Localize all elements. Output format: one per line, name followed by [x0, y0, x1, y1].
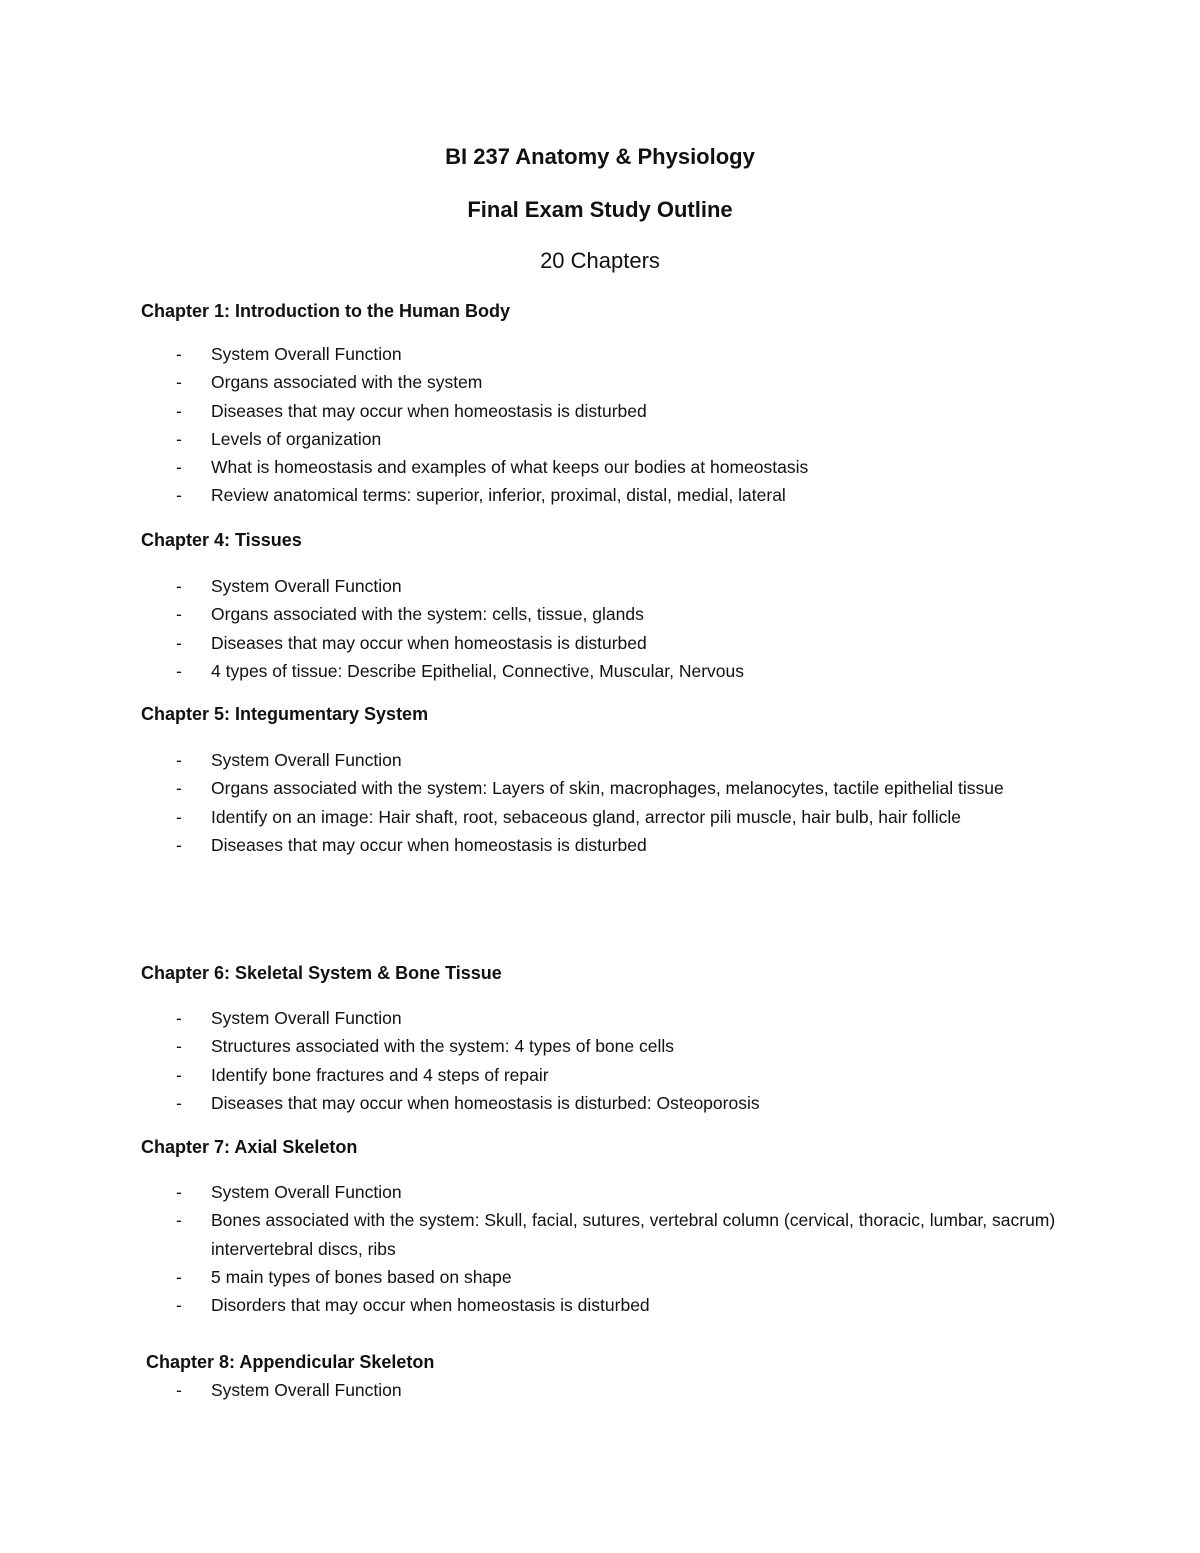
list-item — [141, 1291, 1061, 1319]
list-item-text: Organs associated with the system: cells, tissue, glands — [211, 604, 644, 625]
list-item-text: Diseases that may occur when homeostasis is disturbed — [211, 632, 647, 653]
section-heading: Chapter 7: Axial Skeleton — [141, 1137, 358, 1157]
section-chapter-8 — [146, 1350, 1066, 1404]
bullet-dash: - — [176, 1380, 182, 1400]
bullet-dash: - — [176, 372, 182, 393]
bullet-dash: - — [176, 778, 182, 799]
bullet-dash: - — [176, 834, 182, 855]
bullet-dash: - — [176, 344, 182, 364]
list-item — [141, 368, 1061, 396]
list-item — [141, 572, 1061, 600]
list-item-text: Diseases that may occur when homeostasis is disturbed — [211, 834, 647, 855]
section-heading: Chapter 8: Appendicular Skeleton — [146, 1352, 435, 1372]
list-item — [141, 600, 1061, 628]
bullet-list — [141, 1376, 1066, 1404]
list-item — [141, 831, 1061, 859]
list-item-text: System Overall Function — [211, 344, 402, 364]
bullet-list — [141, 1178, 1061, 1319]
list-item-text: Diseases that may occur when homeostasis is disturbed: Osteoporosis — [211, 1092, 760, 1113]
bullet-dash: - — [176, 1008, 182, 1028]
bullet-dash: - — [176, 1182, 182, 1202]
bullet-dash: - — [176, 457, 182, 478]
list-item — [141, 340, 1061, 368]
list-item — [141, 629, 1061, 657]
list-item — [141, 1206, 1061, 1263]
list-item-text: 4 types of tissue: Describe Epithelial, Connective, Muscular, Nervous — [211, 660, 745, 681]
section-chapter-7 — [141, 1135, 1061, 1319]
list-item-text: System Overall Function — [211, 1008, 402, 1028]
section-chapter-5 — [141, 702, 1061, 859]
bullet-dash: - — [176, 1092, 182, 1113]
list-item-text: What is homeostasis and examples of what keeps our bodies at homeostasis — [211, 457, 809, 478]
section-chapter-1 — [141, 299, 1061, 510]
bullet-dash: - — [176, 604, 182, 625]
bullet-list — [141, 340, 1061, 510]
chapter-count: 20 Chapters — [540, 248, 660, 273]
list-item — [141, 1004, 1061, 1032]
section-chapter-4 — [141, 528, 1061, 685]
list-item — [141, 397, 1061, 425]
bullet-dash: - — [176, 400, 182, 421]
bullet-dash: - — [176, 750, 182, 770]
list-item-text: Identify bone fractures and 4 steps of repair — [211, 1064, 549, 1085]
list-item — [141, 803, 1061, 831]
list-item-text: System Overall Function — [211, 1182, 402, 1202]
list-item — [141, 746, 1061, 774]
list-item — [141, 1032, 1061, 1060]
list-item — [141, 453, 1061, 481]
list-item — [141, 1263, 1061, 1291]
bullet-dash: - — [176, 806, 182, 827]
list-item — [141, 1376, 1066, 1404]
bullet-dash: - — [176, 428, 182, 449]
bullet-list — [141, 572, 1061, 685]
section-heading: Chapter 5: Integumentary System — [141, 704, 429, 724]
list-item-text: Review anatomical terms: superior, inferior, proximal, distal, medial, lateral — [211, 485, 786, 506]
list-item-text: Organs associated with the system — [211, 372, 483, 393]
list-item — [141, 1178, 1061, 1206]
bullet-list — [141, 1004, 1061, 1117]
bullet-dash: - — [176, 632, 182, 653]
bullet-dash: - — [176, 1266, 182, 1287]
list-item — [141, 1061, 1061, 1089]
list-item-text: Disorders that may occur when homeostasis is disturbed — [211, 1295, 650, 1316]
bullet-dash: - — [176, 576, 182, 596]
list-item — [141, 657, 1061, 685]
list-item — [141, 425, 1061, 453]
bullet-dash: - — [176, 1036, 182, 1057]
section-heading: Chapter 6: Skeletal System & Bone Tissue — [141, 963, 502, 983]
list-item-text: 5 main types of bones based on shape — [211, 1266, 512, 1287]
section-heading: Chapter 1: Introduction to the Human Body — [141, 301, 510, 321]
list-item — [141, 774, 1061, 802]
bullet-dash: - — [176, 1210, 182, 1231]
list-item-text: Structures associated with the system: 4 types of bone cells — [211, 1036, 674, 1057]
list-item-text: Organs associated with the system: Layers of skin, macrophages, melanocytes, tactile epithelial tissue — [211, 778, 1004, 799]
list-item-text: Bones associated with the system: Skull, facial, sutures, vertebral column (cervical, thoracic, lumbar, sacrum) intervertebral discs, ribs — [211, 1210, 1056, 1259]
list-item-text: Levels of organization — [211, 428, 382, 449]
list-item-text: System Overall Function — [211, 750, 402, 770]
list-item-text: System Overall Function — [211, 576, 402, 596]
section-chapter-6 — [141, 961, 1061, 1117]
section-heading: Chapter 4: Tissues — [141, 530, 302, 550]
bullet-dash: - — [176, 660, 182, 681]
bullet-dash: - — [176, 485, 182, 506]
list-item-text: System Overall Function — [211, 1380, 402, 1400]
list-item-text: Identify on an image: Hair shaft, root, sebaceous gland, arrector pili muscle, hair bulb, hair follicle — [211, 806, 961, 827]
list-item-text: Diseases that may occur when homeostasis is disturbed — [211, 400, 647, 421]
document-title: BI 237 Anatomy & Physiology — [445, 144, 755, 169]
list-item — [141, 1089, 1061, 1117]
document-subtitle: Final Exam Study Outline — [467, 197, 733, 222]
list-item — [141, 481, 1061, 509]
bullet-dash: - — [176, 1064, 182, 1085]
bullet-list — [141, 746, 1061, 859]
bullet-dash: - — [176, 1295, 182, 1316]
